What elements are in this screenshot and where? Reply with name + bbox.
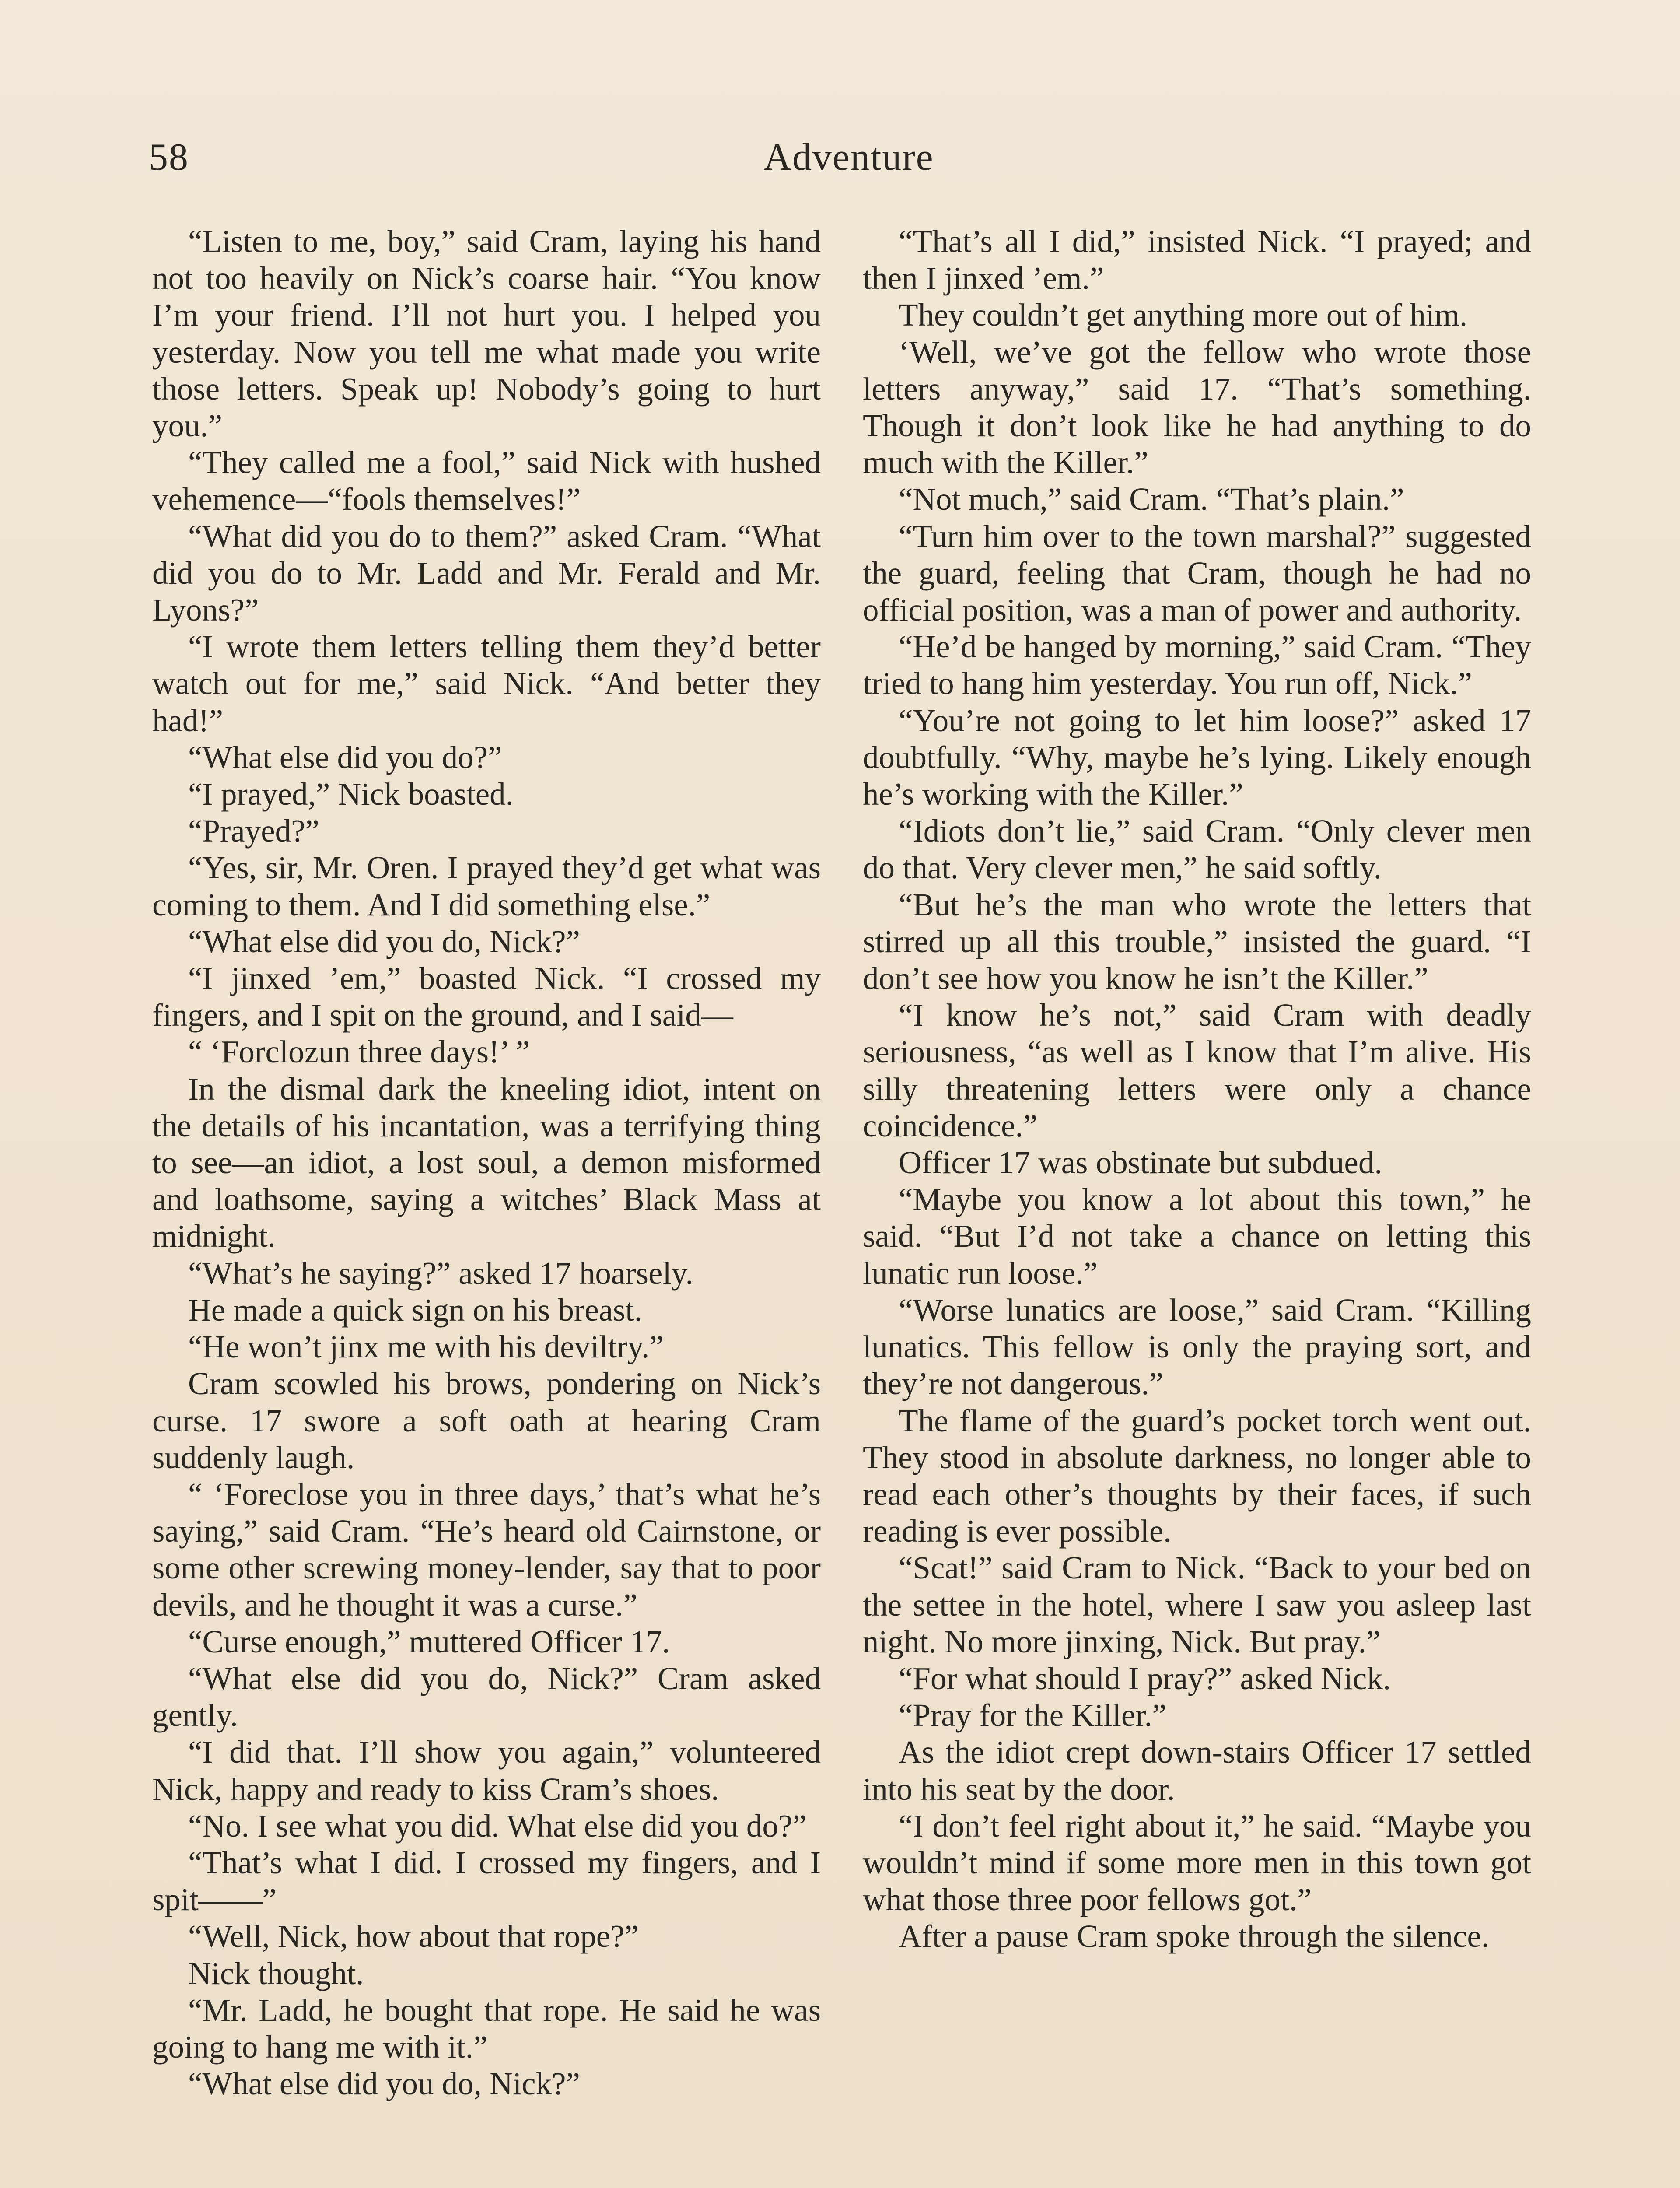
- page-header: [149, 131, 1549, 188]
- paragraph: After a pause Cram spoke through the silence.: [899, 1918, 1490, 1954]
- paragraph: “For what should I pray?” asked Nick.: [899, 1660, 1391, 1696]
- paragraph: “Listen to me, boy,” said Cram, laying his hand not too heavily on Nick’s coarse hair. “You know I’m your friend. I’ll not hurt you. I helped you yesterday. Now you tell me what made you write those letters. Speak up! Nobody’s going to hurt you.”: [152, 224, 821, 444]
- paragraph: “He won’t jinx me with his deviltry.”: [188, 1329, 664, 1365]
- paragraph: “Scat!” said Cram to Nick. “Back to your bed on the settee in the hotel, where I saw you asleep last night. No more jinxing, Nick. But pray.”: [863, 1550, 1531, 1659]
- right-text-column: [863, 223, 1531, 1955]
- page-number: 58: [149, 136, 189, 179]
- paragraph: “Worse lunatics are loose,” said Cram. “Killing lunatics. This fellow is only the praying sort, and they’re not dangerous.”: [863, 1292, 1531, 1402]
- paragraph: “They called me a fool,” said Nick with hushed vehemence—“fools themselves!”: [152, 445, 821, 517]
- paragraph: They couldn’t get anything more out of him.: [899, 297, 1468, 333]
- left-text-column: [152, 223, 821, 2102]
- paragraph: “Curse enough,” muttered Officer 17.: [188, 1623, 670, 1659]
- paragraph: ‘Well, we’ve got the fellow who wrote those letters anyway,” said 17. “That’s something. Though it don’t look like he had anything to do much with the Killer.”: [863, 334, 1531, 480]
- paragraph: The flame of the guard’s pocket torch went out. They stood in absolute darkness, no longer able to read each other’s thoughts by their faces, if such reading is ever possible.: [863, 1403, 1531, 1549]
- paragraph: He made a quick sign on his breast.: [188, 1292, 642, 1328]
- paragraph: “Yes, sir, Mr. Oren. I prayed they’d get what was coming to them. And I did something else.”: [152, 850, 821, 922]
- paragraph: “Turn him over to the town marshal?” suggested the guard, feeling that Cram, though he had no official position, was a man of power and authority.: [863, 518, 1531, 628]
- paragraph: “What else did you do?”: [188, 739, 502, 775]
- paragraph: “ ‘Forclozun three days!’ ”: [188, 1034, 530, 1070]
- paragraph: “What’s he saying?” asked 17 hoarsely.: [188, 1255, 693, 1291]
- paragraph: “What else did you do, Nick?” Cram asked gently.: [152, 1660, 821, 1733]
- paragraph: “He’d be hanged by morning,” said Cram. “They tried to hang him yesterday. You run off, Nick.”: [863, 629, 1531, 701]
- paragraph: “Maybe you know a lot about this town,” he said. “But I’d not take a chance on letting this lunatic run loose.”: [863, 1182, 1531, 1291]
- paragraph: “I don’t feel right about it,” he said. “Maybe you wouldn’t mind if some more men in this town got what those three poor fellows got.”: [863, 1808, 1531, 1918]
- paragraph: “ ‘Foreclose you in three days,’ that’s what he’s saying,” said Cram. “He’s heard old Cairnstone, or some other screwing money-lender, say that to poor devils, and he thought it was a curse.”: [152, 1476, 821, 1623]
- paragraph: “Mr. Ladd, he bought that rope. He said he was going to hang me with it.”: [152, 1992, 821, 2065]
- paragraph: As the idiot crept down-stairs Officer 17 settled into his seat by the door.: [863, 1734, 1531, 1807]
- paragraph: Cram scowled his brows, pondering on Nick’s curse. 17 swore a soft oath at hearing Cram suddenly laugh.: [152, 1366, 821, 1475]
- paragraph: “Prayed?”: [188, 813, 319, 849]
- paragraph: “What else did you do, Nick?”: [188, 2066, 580, 2102]
- paragraph: “I wrote them letters telling them they’d better watch out for me,” said Nick. “And better they had!”: [152, 629, 821, 738]
- running-title: Adventure: [763, 136, 934, 179]
- paragraph: “I jinxed ’em,” boasted Nick. “I crossed my fingers, and I spit on the ground, and I said—: [152, 961, 821, 1033]
- paragraph: “No. I see what you did. What else did you do?”: [188, 1808, 807, 1844]
- paragraph: “Idiots don’t lie,” said Cram. “Only clever men do that. Very clever men,” he said softly.: [863, 813, 1531, 886]
- paragraph: Nick thought.: [188, 1955, 364, 1991]
- paragraph: “Pray for the Killer.”: [899, 1697, 1167, 1733]
- paragraph: “What did you do to them?” asked Cram. “What did you do to Mr. Ladd and Mr. Ferald and Mr. Lyons?”: [152, 518, 821, 628]
- paragraph: “You’re not going to let him loose?” asked 17 doubtfully. “Why, maybe he’s lying. Likely enough he’s working with the Killer.”: [863, 702, 1531, 812]
- paragraph: “I know he’s not,” said Cram with deadly seriousness, “as well as I know that I’m alive. His silly threatening letters were only a chance coincidence.”: [863, 997, 1531, 1143]
- paragraph: “But he’s the man who wrote the letters that stirred up all this trouble,” insisted the guard. “I don’t see how you know he isn’t the Killer.”: [863, 887, 1531, 996]
- paragraph: “What else did you do, Nick?”: [188, 923, 580, 959]
- paragraph: Officer 17 was obstinate but subdued.: [899, 1145, 1382, 1181]
- paragraph: “I did that. I’ll show you again,” volunteered Nick, happy and ready to kiss Cram’s shoes.: [152, 1734, 821, 1807]
- paragraph: “Well, Nick, how about that rope?”: [188, 1918, 639, 1954]
- paragraph: “Not much,” said Cram. “That’s plain.”: [899, 481, 1404, 517]
- paragraph: In the dismal dark the kneeling idiot, intent on the details of his incantation, was a terrifying thing to see—an idiot, a lost soul, a demon misformed and loathsome, saying a witches’ Black Mass at midnight.: [152, 1071, 821, 1254]
- paragraph: “That’s what I did. I crossed my fingers, and I spit——”: [152, 1844, 821, 1918]
- paragraph: “That’s all I did,” insisted Nick. “I prayed; and then I jinxed ’em.”: [863, 224, 1531, 296]
- paragraph: “I prayed,” Nick boasted.: [188, 776, 514, 812]
